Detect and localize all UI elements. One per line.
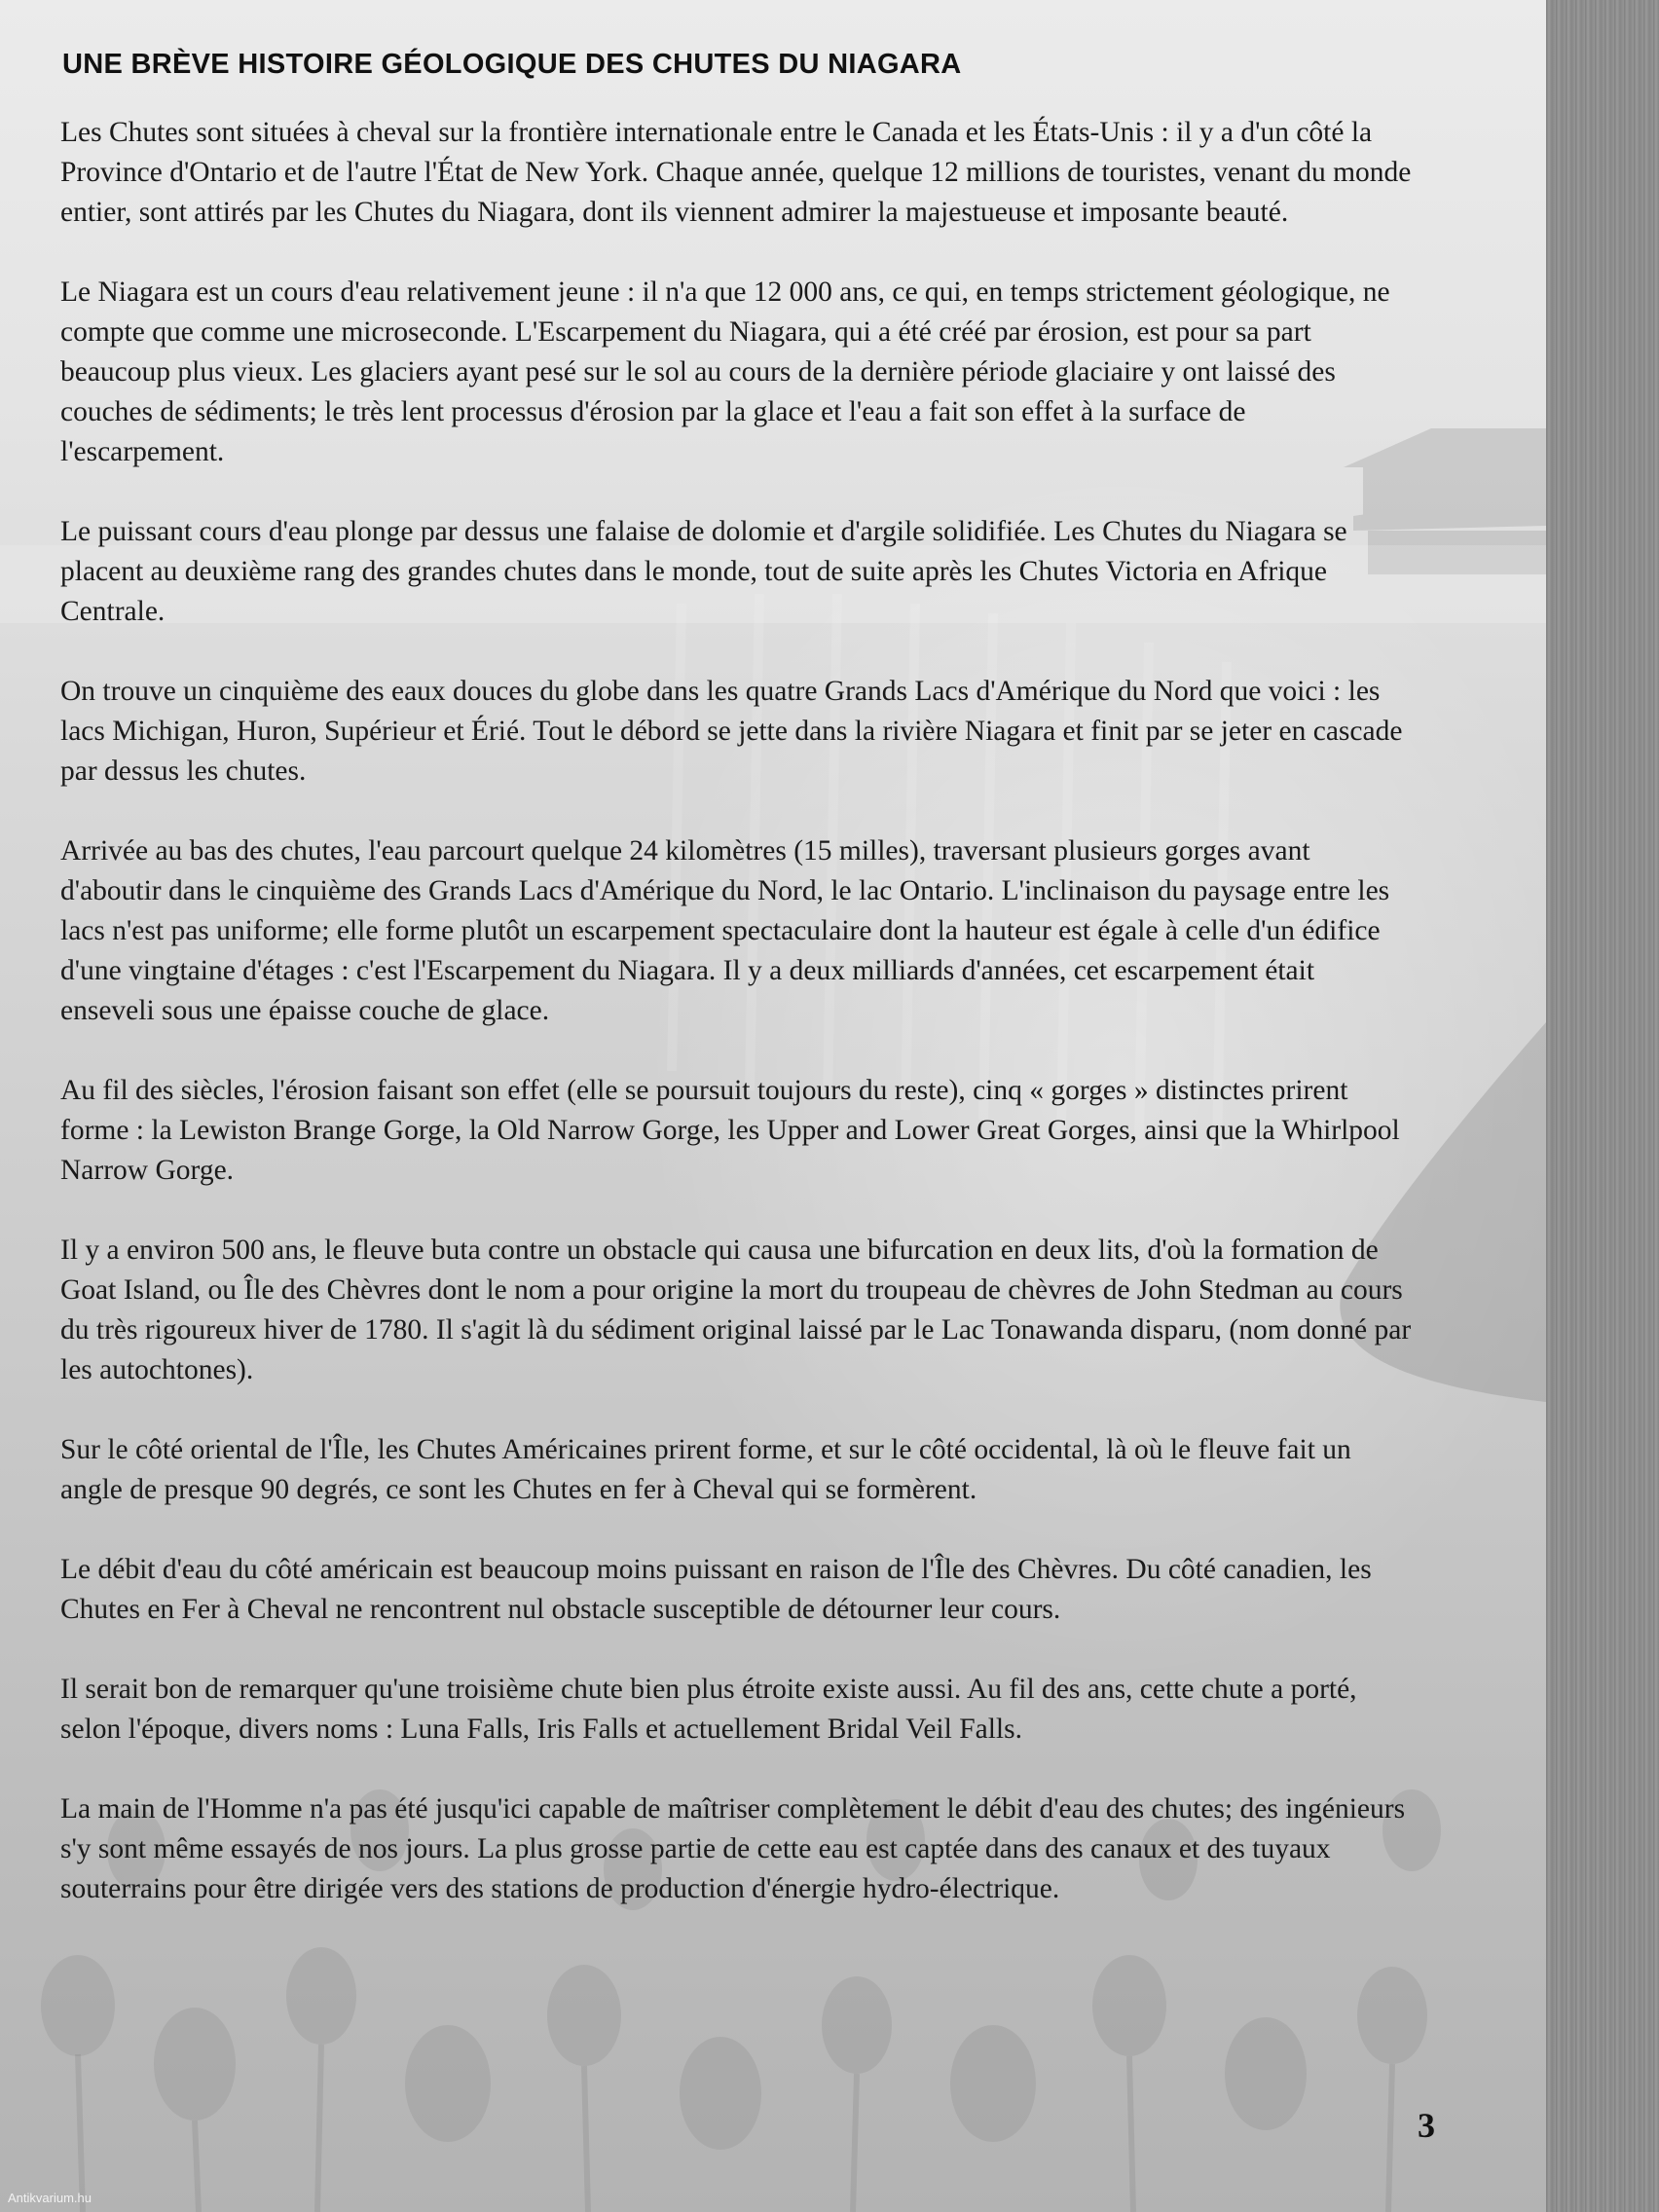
watermark: Antikvarium.hu [8, 2191, 92, 2205]
paragraph: Le Niagara est un cours d'eau relativement jeune : il n'a que 12 000 ans, ce qui, en temps strictement géologique, ne compte que comme une microseconde. L'Escarpement du Niagara, qui a été créé par érosion, est pour sa part beaucoup plus vieux. Les glaciers ayant pesé sur le sol au cours de la dernière période glaciaire y ont laissé des couches de sédiments; le très lent processus d'érosion par la glace et l'eau a fait son effet à la surface de l'escarpement. [60, 276, 1390, 467]
paragraph: Le débit d'eau du côté américain est beaucoup moins puissant en raison de l'Île des Chèvres. Du côté canadien, les Chutes en Fer à Cheval ne rencontrent nul obstacle susceptible de détourner leur cours. [60, 1554, 1372, 1625]
page-title: UNE BRÈVE HISTOIRE GÉOLOGIQUE DES CHUTES DU NIAGARA [62, 49, 962, 80]
page-number: 3 [1418, 2106, 1435, 2145]
paragraph: Sur le côté oriental de l'Île, les Chutes Américaines prirent forme, et sur le côté occidental, là où le fleuve fait un angle de presque 90 degrés, ce sont les Chutes en fer à Cheval qui se formèrent. [60, 1434, 1351, 1505]
paragraph: Au fil des siècles, l'érosion faisant son effet (elle se poursuit toujours du reste), cinq « gorges » distinctes prirent forme : la Lewiston Brange Gorge, la Old Narrow Gorge, les Upper and Lower Great Gorges, ainsi que la Whirlpool Narrow Gorge. [60, 1075, 1400, 1186]
article-body [60, 113, 1414, 1949]
paragraph: Il serait bon de remarquer qu'une troisième chute bien plus étroite existe aussi. Au fil des ans, cette chute a porté, selon l'époque, divers noms : Luna Falls, Iris Falls et actuellement Bridal Veil Falls. [60, 1674, 1357, 1745]
paragraph: La main de l'Homme n'a pas été jusqu'ici capable de maîtriser complètement le débit d'eau des chutes; des ingénieurs s'y sont même essayés de nos jours. La plus grosse partie de cette eau est captée dans des canaux et des tuyaux souterrains pour être dirigée vers des stations de production d'énergie hydro-électrique. [60, 1793, 1406, 1904]
paragraph: Il y a environ 500 ans, le fleuve buta contre un obstacle qui causa une bifurcation en deux lits, d'où la formation de Goat Island, ou Île des Chèvres dont le nom a pour origine la mort du troupeau de chèvres de John Stedman au cours du très rigoureux hiver de 1780. Il s'agit là du sédiment original laissé par le Lac Tonawanda disparu, (nom donné par les autochtones). [60, 1235, 1412, 1385]
paragraph: On trouve un cinquième des eaux douces du globe dans les quatre Grands Lacs d'Amérique du Nord que voici : les lacs Michigan, Huron, Supérieur et Érié. Tout le débord se jette dans la rivière Niagara et finit par se jeter en cascade par dessus les chutes. [60, 676, 1403, 787]
paragraph: Arrivée au bas des chutes, l'eau parcourt quelque 24 kilomètres (15 milles), traversant plusieurs gorges avant d'aboutir dans le cinquième des Grands Lacs d'Amérique du Nord, le lac Ontario. L'inclinaison du paysage entre les lacs n'est pas uniforme; elle forme plutôt un escarpement spectaculaire dont la hauteur est égale à celle d'un édifice d'une vingtaine d'étages : c'est l'Escarpement du Niagara. Il y a deux milliards d'années, cet escarpement était enseveli sous une épaisse couche de glace. [60, 835, 1390, 1026]
paragraph: Les Chutes sont situées à cheval sur la frontière internationale entre le Canada et les États-Unis : il y a d'un côté la Province d'Ontario et de l'autre l'État de New York. Chaque année, quelque 12 millions de touristes, venant du monde entier, sont attirés par les Chutes du Niagara, dont ils viennent admirer la majestueuse et imposante beauté. [60, 117, 1412, 228]
book-spine [1546, 0, 1659, 2212]
paragraph: Le puissant cours d'eau plonge par dessus une falaise de dolomie et d'argile solidifiée. Les Chutes du Niagara se placent au deuxième rang des grandes chutes dans le monde, tout de suite après les Chutes Victoria en Afrique Centrale. [60, 516, 1347, 627]
